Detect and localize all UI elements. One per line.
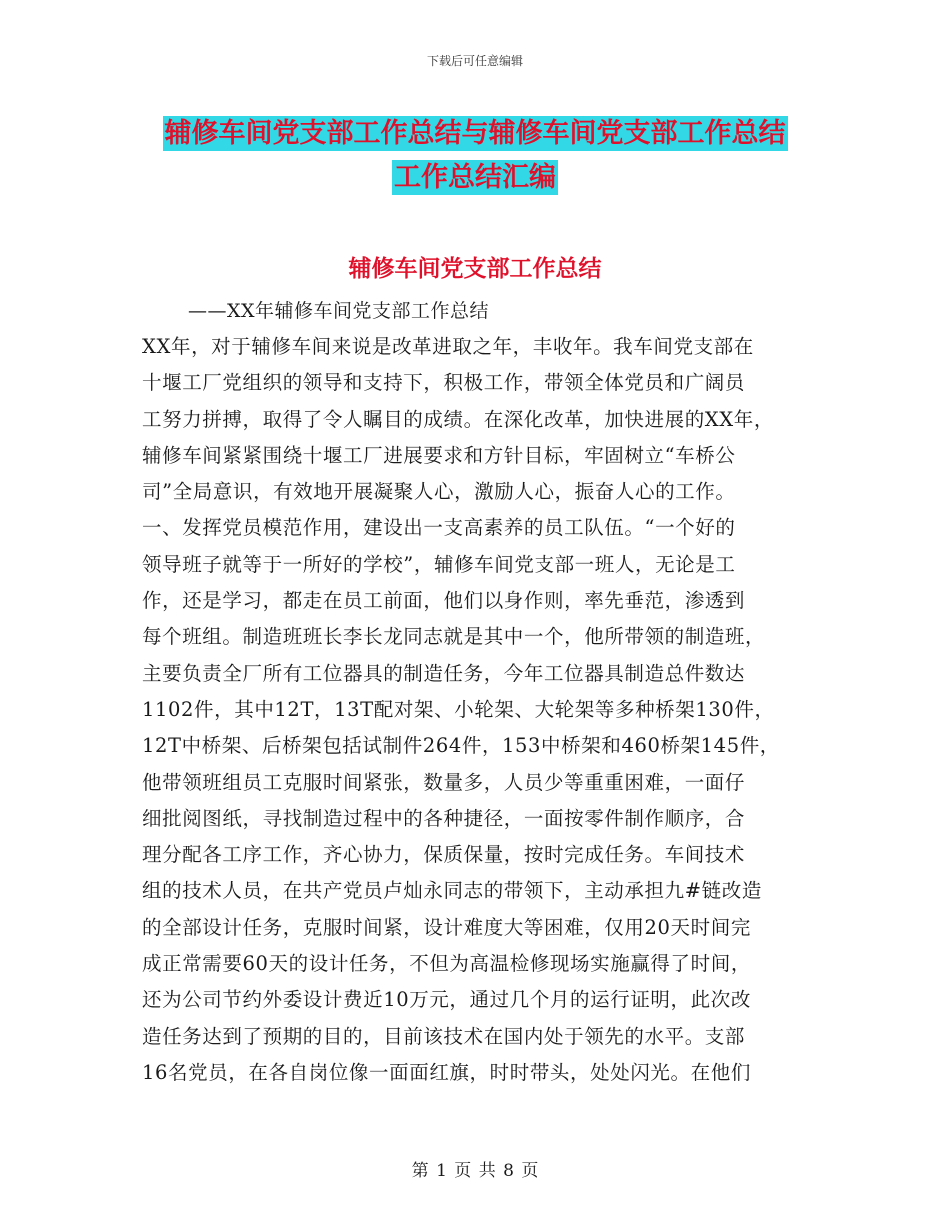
body-line: 细批阅图纸，寻找制造过程中的各种捷径，一面按零件制作顺序，合 bbox=[142, 806, 746, 830]
body-text bbox=[142, 329, 812, 1091]
page-footer: 第 1 页 共 8 页 bbox=[411, 1161, 539, 1181]
section-title: 辅修车间党支部工作总结 bbox=[348, 256, 602, 282]
title-line-2-text: 工作总结汇编 bbox=[394, 162, 556, 193]
body-line: XX年，对于辅修车间来说是改革进取之年，丰收年。我车间党支部在 bbox=[142, 335, 754, 358]
body-line: 的全部设计任务，克服时间紧，设计难度大等困难，仅用20天时间完 bbox=[142, 915, 751, 939]
body-line: 主要负责全厂所有工位器具的制造任务，今年工位器具制造总件数达 bbox=[142, 661, 746, 685]
subtitle: ——XX年辅修车间党支部工作总结 bbox=[188, 300, 490, 322]
body-line: 作，还是学习，都走在员工前面，他们以身作则，率先垂范，渗透到 bbox=[142, 589, 746, 613]
body-line: 理分配各工序工作，齐心协力，保质保量，按时完成任务。车间技术 bbox=[142, 843, 746, 867]
body-line: 一、发挥党员模范作用，建设出一支高素养的员工队伍。“一个好的 bbox=[142, 516, 736, 540]
document-title-line-1 bbox=[0, 111, 950, 150]
body-line: 成正常需要60天的设计任务，不但为高温检修现场实施赢得了时间， bbox=[142, 952, 751, 976]
body-line: 辅修车间紧紧围绕十堰工厂进展要求和方针目标，牢固树立“车桥公 bbox=[142, 443, 736, 467]
body-line: 组的技术人员，在共产党员卢灿永同志的带领下，主动承担九#链改造 bbox=[142, 879, 762, 903]
header-note: 下载后可任意编辑 bbox=[426, 54, 523, 68]
document-title-line-2 bbox=[0, 155, 950, 194]
body-line: 每个班组。制造班班长李长龙同志就是其中一个，他所带领的制造班， bbox=[142, 625, 766, 649]
title-line-1-text: 辅修车间党支部工作总结与辅修车间党支部工作总结 bbox=[164, 118, 786, 149]
body-line: 领导班子就等于一所好的学校”，辅修车间党支部一班人，无论是工 bbox=[142, 552, 736, 576]
body-line: 12T中桥架、后桥架包括试制件264件，153中桥架和460桥架145件， bbox=[142, 734, 780, 758]
body-line: 十堰工厂党组织的领导和支持下，积极工作，带领全体党员和广阔员 bbox=[142, 371, 746, 395]
body-line: 工努力拼搏，取得了令人瞩目的成绩。在深化改革，加快进展的XX年， bbox=[142, 407, 774, 431]
body-line: 司”全局意识，有效地开展凝聚人心，激励人心，振奋人心的工作。 bbox=[142, 480, 736, 504]
body-line: 他带领班组员工克服时间紧张，数量多，人员少等重重困难，一面仔 bbox=[142, 770, 746, 794]
body-line: 造任务达到了预期的目的，目前该技术在国内处于领先的水平。支部 bbox=[142, 1024, 746, 1048]
body-line: 1102件，其中12T，13T配对架、小轮架、大轮架等多种桥架130件， bbox=[142, 697, 775, 721]
body-line: 还为公司节约外委设计费近10万元，通过几个月的运行证明，此次改 bbox=[142, 988, 751, 1012]
body-line: 16名党员，在各自岗位像一面面红旗，时时带头，处处闪光。在他们 bbox=[142, 1060, 751, 1084]
